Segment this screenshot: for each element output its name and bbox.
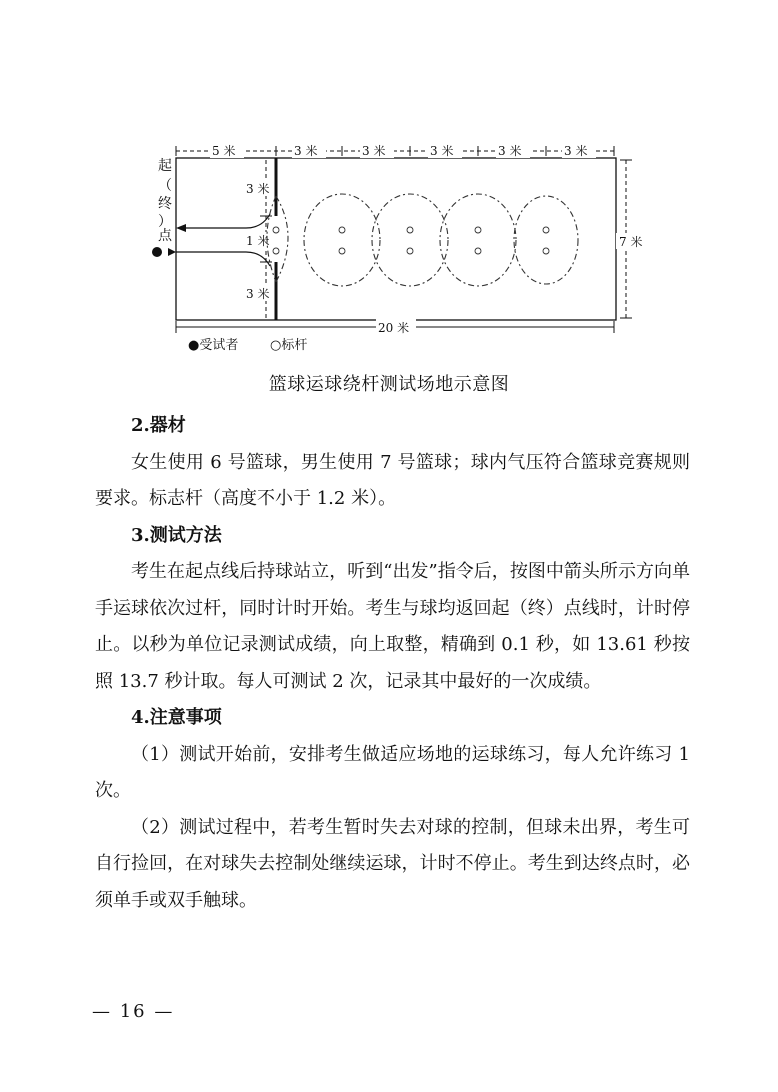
dim-left-2: 1 米 bbox=[246, 234, 270, 248]
start-arrow-icon bbox=[168, 248, 176, 256]
figure-caption: 篮球运球绕杆测试场地示意图 bbox=[268, 374, 510, 395]
start-label-3: 终 bbox=[158, 196, 172, 212]
tester-marker bbox=[152, 247, 162, 257]
path-loop-1 bbox=[304, 194, 380, 286]
legend-pole: ○标杆 bbox=[270, 338, 308, 353]
section-method-title: 3.测试方法 bbox=[131, 524, 222, 546]
dim-right: 7 米 bbox=[619, 235, 643, 249]
start-label-5: 点 bbox=[158, 228, 172, 244]
path-loop-4 bbox=[514, 196, 578, 284]
dim-top-5: 3 米 bbox=[498, 144, 522, 158]
dim-left-1: 3 米 bbox=[246, 182, 270, 196]
dim-top-1: 5 米 bbox=[212, 144, 236, 158]
dribble-path bbox=[267, 194, 578, 286]
dim-bottom: 20 米 bbox=[378, 321, 410, 335]
section-equipment-title: 2.器材 bbox=[131, 415, 186, 436]
start-label-1: 起 bbox=[158, 158, 172, 174]
section-equipment-text: 女生使用 6 号篮球，男生使用 7 号篮球；球内气压符合篮球竞赛规则要求。标志杆（高度不小于 1.2 米）。 bbox=[95, 451, 690, 509]
note-1: （1）测试开始前，安排考生做适应场地的运球练习，每人允许练习 1 次。 bbox=[95, 743, 690, 801]
body-text bbox=[95, 408, 690, 919]
pole-markers bbox=[273, 227, 549, 254]
page-number: — 16 — bbox=[92, 1001, 175, 1022]
dim-top-3: 3 米 bbox=[362, 144, 386, 158]
dim-left-3: 3 米 bbox=[246, 287, 270, 301]
note-2: （2）测试过程中，若考生暂时失去对球的控制，但球未出界，考生可自行捡回，在对球失去控制处继续运球，计时不停止。考生到达终点时，必须单手或双手触球。 bbox=[95, 816, 690, 911]
legend-tester: ●受试者 bbox=[188, 338, 239, 353]
dim-top-6: 3 米 bbox=[564, 144, 588, 158]
dim-top-4: 3 米 bbox=[430, 144, 454, 158]
start-label-2: （ bbox=[158, 178, 172, 194]
court-boundary bbox=[176, 158, 616, 320]
return-arrow-head bbox=[176, 224, 186, 232]
start-label-4: ） bbox=[158, 214, 172, 230]
section-notes-title: 4.注意事项 bbox=[131, 707, 222, 728]
section-method-text: 考生在起点线后持球站立，听到“出发”指令后，按图中箭头所示方向单手运球依次过杆，同时计时开始。考生与球均返回起（终）点线时，计时停止。以秒为单位记录测试成绩，向上取整，精确到 0.1 秒，如 13.61 秒按照 13.7 秒计取。每人可测试 2 次，记录其中最好的一次成绩。 bbox=[95, 561, 690, 692]
court-diagram bbox=[0, 0, 778, 360]
path-loop-2 bbox=[372, 194, 448, 286]
path-loop-3 bbox=[440, 194, 516, 286]
dim-top-2: 3 米 bbox=[294, 144, 318, 158]
